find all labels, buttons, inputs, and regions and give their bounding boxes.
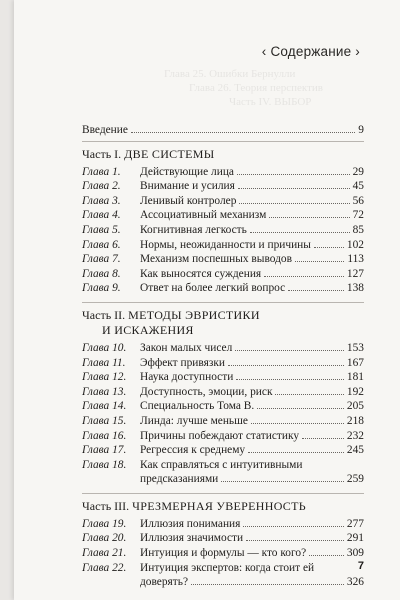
chapter-number: Глава 1. bbox=[82, 165, 121, 178]
leader-dots bbox=[314, 247, 344, 248]
leader-dots bbox=[228, 365, 344, 366]
leader-dots bbox=[309, 555, 344, 556]
chapter-number: Глава 22. bbox=[82, 561, 127, 574]
toc-chapter[interactable] bbox=[82, 194, 364, 209]
part-label: Часть II. bbox=[82, 307, 126, 322]
chapter-title: Доступность, эмоции, риск bbox=[140, 385, 273, 398]
page-number: 127 bbox=[346, 267, 364, 280]
toc-chapter[interactable] bbox=[82, 531, 364, 546]
leader-dots bbox=[239, 203, 349, 204]
chapter-number: Глава 3. bbox=[82, 194, 121, 207]
bleed-through-text: Глава 25. Ошибки Бернулли bbox=[164, 68, 296, 80]
leader-dots bbox=[251, 423, 344, 424]
toc-chapter[interactable] bbox=[82, 414, 364, 429]
part-title: ДВЕ СИСТЕМЫ bbox=[124, 146, 215, 161]
leader-dots bbox=[246, 540, 344, 541]
chapter-title: Ассоциативный механизм bbox=[140, 209, 267, 222]
chapter-number: Глава 11. bbox=[82, 356, 126, 369]
part-label: Часть I. bbox=[82, 146, 122, 161]
page-number: 291 bbox=[346, 532, 364, 545]
chapter-number: Глава 13. bbox=[82, 385, 127, 398]
page-number: 277 bbox=[346, 517, 364, 530]
leader-dots bbox=[248, 452, 344, 453]
chapter-title: Линда: лучше меньше bbox=[140, 414, 248, 427]
toc-intro-title: Введение bbox=[82, 124, 128, 136]
toc-chapter[interactable] bbox=[82, 252, 364, 267]
chapter-title: Иллюзия понимания bbox=[140, 517, 241, 530]
chapter-number: Глава 4. bbox=[82, 209, 121, 222]
toc-chapter[interactable] bbox=[82, 208, 364, 223]
toc-chapter[interactable] bbox=[82, 179, 364, 194]
chapter-title: Причины побеждают статистику bbox=[140, 429, 300, 442]
part-title-continued: И ИСКАЖЕНИЯ bbox=[102, 322, 194, 337]
chapter-title: Ленивый контролер bbox=[140, 194, 237, 207]
chapter-number: Глава 2. bbox=[82, 180, 121, 193]
leader-dots bbox=[250, 232, 350, 233]
chapter-number: Глава 17. bbox=[82, 444, 127, 457]
toc-chapter[interactable] bbox=[82, 370, 364, 385]
page-number: 326 bbox=[346, 576, 364, 589]
page-number: 72 bbox=[352, 209, 364, 222]
chapter-number: Глава 9. bbox=[82, 282, 121, 295]
toc-chapter[interactable] bbox=[82, 281, 364, 296]
table-of-contents bbox=[82, 120, 364, 596]
chapter-number: Глава 10. bbox=[82, 341, 127, 354]
toc-chapter[interactable] bbox=[82, 341, 364, 356]
leader-dots bbox=[236, 379, 344, 380]
page-number: 245 bbox=[346, 444, 364, 457]
toc-chapter[interactable] bbox=[82, 399, 364, 414]
toc-chapter[interactable] bbox=[82, 267, 364, 282]
toc-chapter[interactable] bbox=[82, 458, 364, 473]
page-number: 167 bbox=[346, 356, 364, 369]
toc-chapter[interactable] bbox=[82, 546, 364, 561]
toc-chapter[interactable] bbox=[82, 223, 364, 238]
page-number: 102 bbox=[346, 238, 364, 251]
leader-dots bbox=[275, 394, 343, 395]
leader-dots bbox=[221, 481, 344, 482]
chapter-title-continued: доверять? bbox=[140, 576, 189, 589]
page-number: 181 bbox=[346, 371, 364, 384]
chapter-number: Глава 14. bbox=[82, 400, 127, 413]
chapter-title: Закон малых чисел bbox=[140, 341, 233, 354]
chapter-title: Эффект привязки bbox=[140, 356, 225, 369]
page-number: 153 bbox=[346, 341, 364, 354]
chapter-number: Глава 19. bbox=[82, 517, 127, 530]
chapter-title: Как справляться с интуитивными bbox=[140, 458, 303, 471]
chapter-title: Специальность Тома В. bbox=[140, 400, 255, 413]
page-number: 218 bbox=[346, 414, 364, 427]
leader-dots bbox=[302, 438, 344, 439]
chapter-number: Глава 20. bbox=[82, 532, 127, 545]
page-number: 309 bbox=[346, 547, 364, 560]
page-number: 45 bbox=[352, 180, 364, 193]
toc-chapter[interactable] bbox=[82, 429, 364, 444]
toc-chapter-continued[interactable] bbox=[82, 575, 364, 590]
chapter-title: Нормы, неожиданности и причины bbox=[140, 238, 311, 251]
page-number: 259 bbox=[346, 473, 364, 486]
chapter-title: Регрессия к среднему bbox=[140, 444, 246, 457]
section-gap bbox=[82, 590, 364, 596]
toc-intro[interactable] bbox=[82, 120, 364, 141]
chapter-number: Глава 6. bbox=[82, 238, 121, 251]
part-title: ЧРЕЗМЕРНАЯ УВЕРЕННОСТЬ bbox=[132, 498, 306, 513]
toc-chapter-continued[interactable] bbox=[82, 472, 364, 487]
chapter-title-continued: предсказаниями bbox=[140, 473, 219, 486]
leader-dots bbox=[238, 188, 350, 189]
leader-dots bbox=[257, 408, 344, 409]
page-number: 205 bbox=[346, 400, 364, 413]
toc-chapter[interactable] bbox=[82, 356, 364, 371]
page-number: 138 bbox=[346, 282, 364, 295]
page-header: ‹ Содержание › bbox=[261, 44, 360, 59]
leader-dots bbox=[131, 132, 355, 133]
toc-chapter[interactable] bbox=[82, 238, 364, 253]
chapter-number: Глава 16. bbox=[82, 429, 127, 442]
chapter-title: Интуиция экспертов: когда стоит ей bbox=[140, 561, 315, 574]
chapter-title: Ответ на более легкий вопрос bbox=[140, 282, 286, 295]
toc-part-heading[interactable] bbox=[82, 142, 364, 165]
chapter-title: Когнитивная легкость bbox=[140, 223, 247, 236]
chapter-title: Механизм поспешных выводов bbox=[140, 253, 292, 266]
book-page bbox=[14, 0, 400, 600]
chapter-title: Интуиция и формулы — кто кого? bbox=[140, 547, 307, 560]
toc-chapter[interactable] bbox=[82, 165, 364, 180]
chapter-title: Иллюзия значимости bbox=[140, 532, 244, 545]
chapter-number: Глава 15. bbox=[82, 414, 127, 427]
toc-part-heading[interactable] bbox=[82, 494, 364, 517]
chapter-number: Глава 18. bbox=[82, 458, 127, 471]
bleed-through-text: Глава 26. Теория перспектив bbox=[189, 82, 323, 94]
page-folio: 7 bbox=[357, 560, 364, 572]
toc-chapter[interactable] bbox=[82, 385, 364, 400]
leader-dots bbox=[288, 290, 344, 291]
bleed-through-text: Часть IV. ВЫБОР bbox=[229, 96, 312, 108]
leader-dots bbox=[235, 350, 344, 351]
leader-dots bbox=[295, 261, 344, 262]
leader-dots bbox=[264, 276, 344, 277]
toc-chapter[interactable] bbox=[82, 561, 364, 576]
chapter-number: Глава 7. bbox=[82, 253, 121, 266]
chapter-title: Наука доступности bbox=[140, 371, 234, 384]
page-number: 113 bbox=[347, 253, 364, 266]
chapter-number: Глава 5. bbox=[82, 223, 121, 236]
page-number: 9 bbox=[358, 124, 364, 136]
leader-dots bbox=[243, 526, 344, 527]
page-number: 29 bbox=[352, 165, 364, 178]
chapter-title: Действующие лица bbox=[140, 165, 234, 178]
chapter-number: Глава 8. bbox=[82, 267, 121, 280]
leader-dots bbox=[237, 174, 350, 175]
leader-dots bbox=[191, 584, 344, 585]
chapter-number: Глава 21. bbox=[82, 547, 127, 560]
chapter-title: Внимание и усилия bbox=[140, 180, 235, 193]
page-number: 85 bbox=[352, 223, 364, 236]
page-number: 56 bbox=[352, 194, 364, 207]
leader-dots bbox=[269, 217, 349, 218]
toc-chapter[interactable] bbox=[82, 443, 364, 458]
toc-chapter[interactable] bbox=[82, 517, 364, 532]
chapter-number: Глава 12. bbox=[82, 371, 127, 384]
page-number: 192 bbox=[346, 385, 364, 398]
part-title: МЕТОДЫ ЭВРИСТИКИ bbox=[128, 307, 260, 322]
page-number: 232 bbox=[346, 429, 364, 442]
part-label: Часть III. bbox=[82, 498, 130, 513]
chapter-title: Как выносятся суждения bbox=[140, 267, 262, 280]
